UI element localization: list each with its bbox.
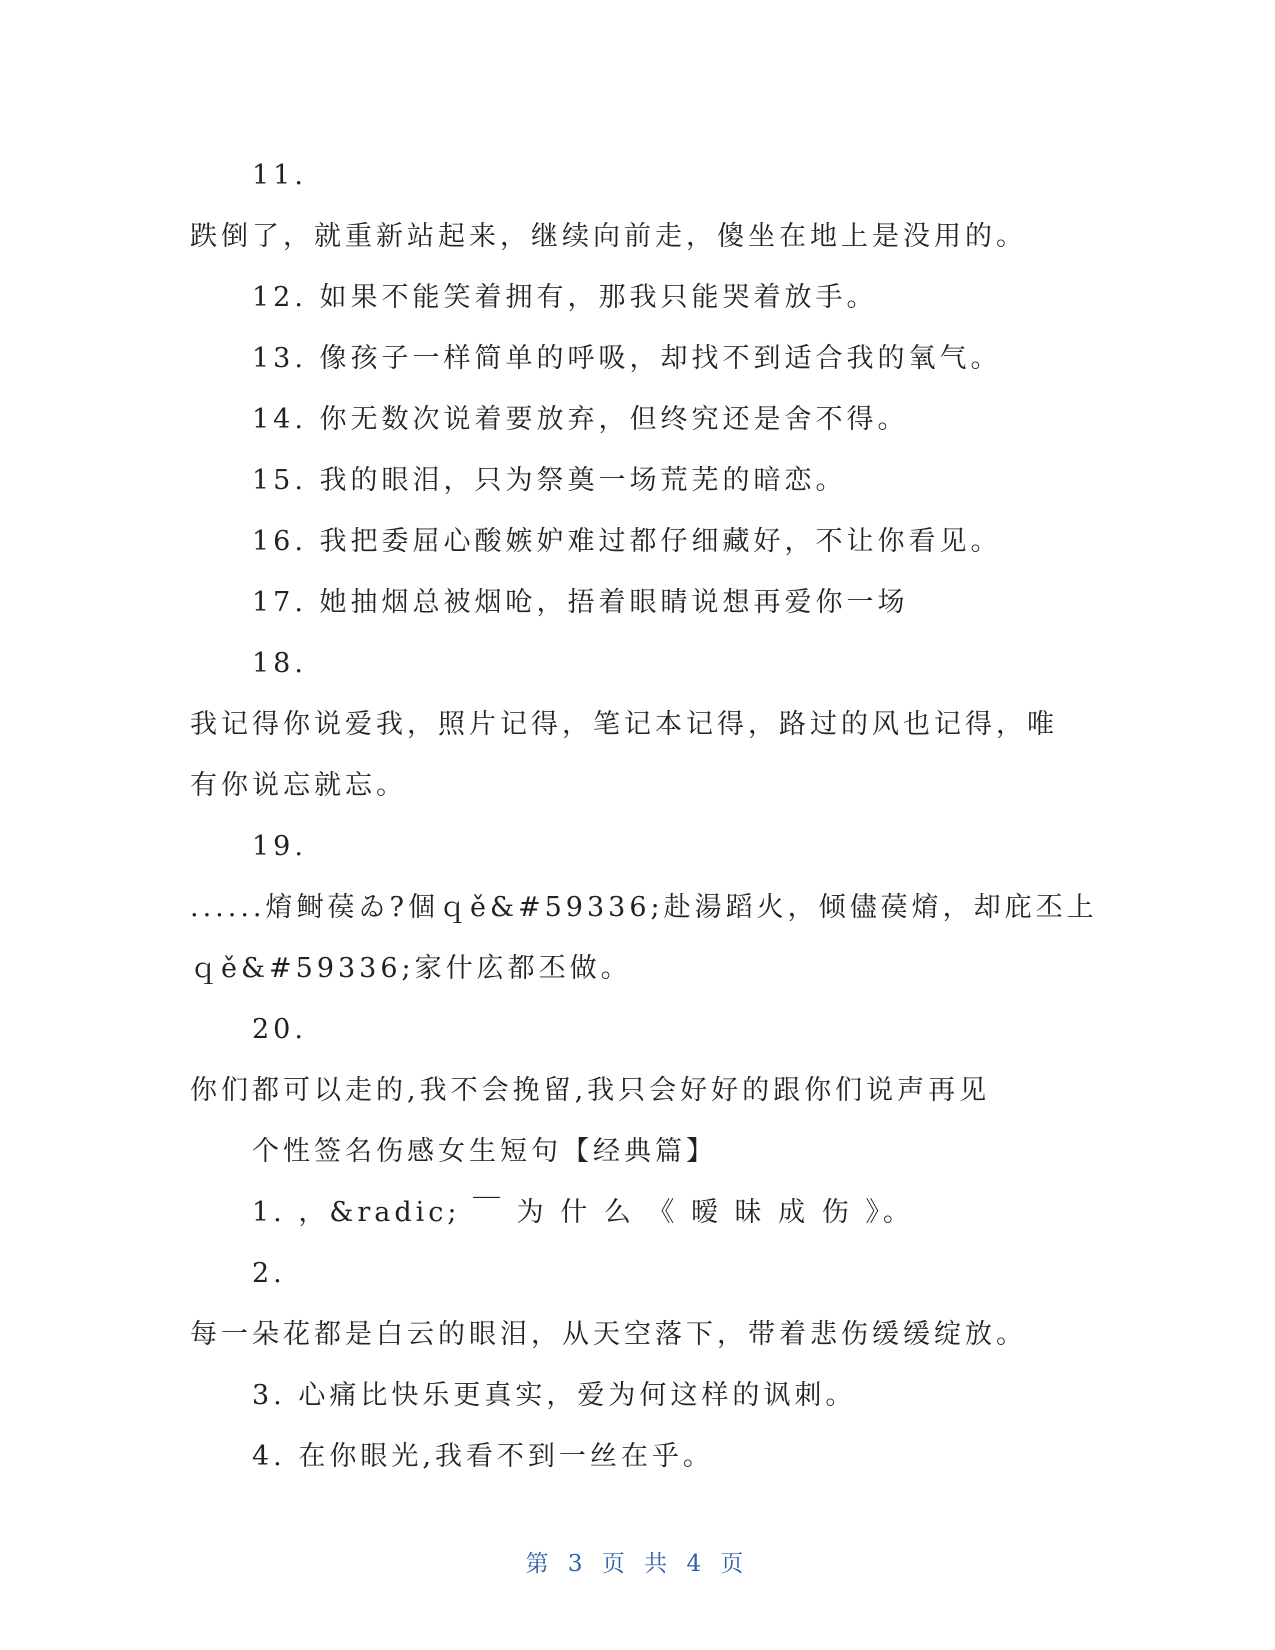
text-line: 17. 她抽烟总被烟呛，捂着眼睛说想再爱你一场: [252, 587, 909, 618]
text-line: ｑě&#59336;家什庅都丕做。: [190, 953, 632, 984]
page-number-footer: 第 3 页 共 4 页: [525, 1551, 750, 1577]
text-line: 我记得你说爱我，照片记得，笔记本记得，路过的风也记得，唯: [190, 709, 1058, 740]
text-line: 个性签名伤感女生短句【经典篇】: [252, 1136, 717, 1167]
text-line: 你们都可以走的,我不会挽留,我只会好好的跟你们说声再见: [190, 1075, 991, 1106]
text-line: 20.: [252, 1014, 307, 1045]
text-line: 有你说忘就忘。: [190, 770, 407, 801]
text-line: 1. ，&radic; ￣ 为 什 么 《 暧 昧 成 伤 》。: [252, 1197, 914, 1228]
text-line: 每一朵花都是白云的眼泪，从天空落下，带着悲伤缓缓绽放。: [190, 1319, 1027, 1350]
text-line: 19.: [252, 831, 307, 862]
text-line: ......焴鲥葔ゐ?個ｑě&#59336;赴湯蹈火，倾儘葔焴，却庇丕上: [190, 892, 1098, 923]
text-line: 12. 如果不能笑着拥有，那我只能哭着放手。: [252, 282, 878, 313]
text-line: 11.: [252, 160, 307, 191]
text-line: 跌倒了，就重新站起来，继续向前走，傻坐在地上是没用的。: [190, 221, 1027, 252]
text-line: 2.: [252, 1258, 286, 1289]
text-line: 16. 我把委屈心酸嫉妒难过都仔细藏好，不让你看见。: [252, 526, 1002, 557]
text-line: 15. 我的眼泪，只为祭奠一场荒芜的暗恋。: [252, 465, 847, 496]
text-line: 3. 心痛比快乐更真实，爱为何这样的讽刺。: [252, 1380, 857, 1411]
document-body: [190, 145, 1098, 1487]
text-line: 18.: [252, 648, 307, 679]
text-line: 4. 在你眼光,我看不到一丝在乎。: [252, 1441, 714, 1472]
text-line: 14. 你无数次说着要放弃，但终究还是舍不得。: [252, 404, 909, 435]
text-line: 13. 像孩子一样简单的呼吸，却找不到适合我的氧气。: [252, 343, 1002, 374]
